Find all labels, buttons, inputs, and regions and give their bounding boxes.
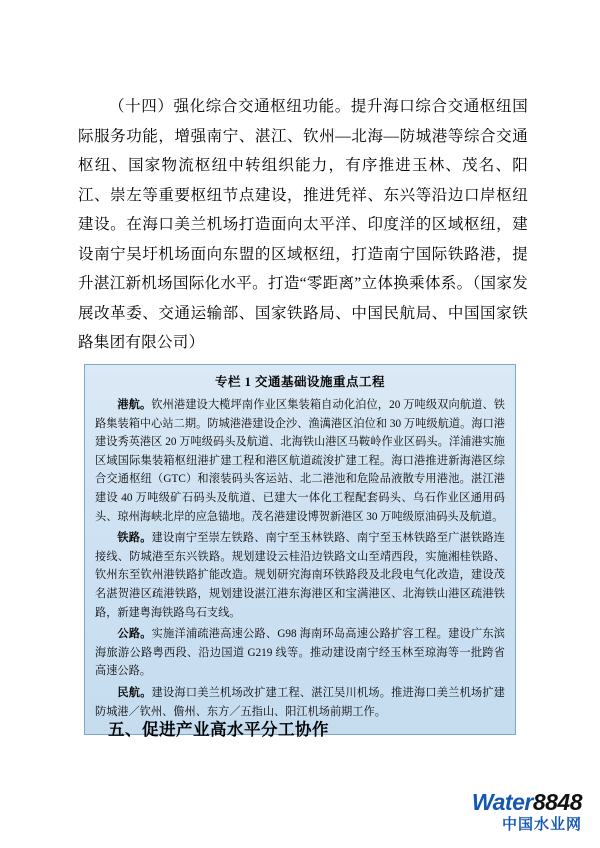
feature-box (84, 364, 516, 735)
watermark-brand (446, 790, 582, 815)
feature-box-body (85, 396, 515, 734)
box-item-label: 公路。 (117, 628, 152, 641)
box-item-label: 港航。 (117, 399, 152, 411)
box-item (95, 396, 505, 526)
box-item-text: 实施洋浦疏港高速公路、G98 海南环岛高速公路扩容工程。建设广东滨海旅游公路粤西段、沿边国道 G219 线等。推动建设南宁经玉林至琼海等一批跨省高速公路。 (95, 628, 505, 678)
paragraph-text: （十四）强化综合交通枢纽功能。提升海口综合交通枢纽国际服务功能，增强南宁、湛江、钦州—北海—防城港等综合交通枢纽、国家物流枢纽中转组织能力，有序推进玉林、茂名、阳江、崇左等重要枢纽节点建设，推进凭祥、东兴等沿边口岸枢纽建设。在海口美兰机场打造面向太平洋、印度洋的区域枢纽，建设南宁吴圩机场面向东盟的区域枢纽，打造南宁国际铁路港，提升湛江新机场国际化水平。打造“零距离”立体换乘体系。（国家发展改革委、交通运输部、国家铁路局、中国民航局、中国国家铁路集团有限公司） (78, 98, 528, 351)
box-item (95, 625, 505, 681)
box-item-text: 建设南宁至崇左铁路、南宁至玉林铁路、南宁至玉林铁路至广湛铁路连接线、防城港至东兴铁路。规划建设云桂沿边铁路文山至靖西段，实施湘桂铁路、钦州东至钦州港铁路扩能改造。规划研究海南环铁路段及北段电气化改造，建设茂名湛贺港区疏港铁路，规划建设湛江港东海港区和宝满港区、北海铁山港区疏港铁路，新建粤海铁路鸟石支线。 (95, 532, 505, 619)
box-item-text: 建设海口美兰机场改扩建工程、湛江吴川机场。推进海口美兰机场扩建防城港／钦州、儋州、东方／五指山、阳江机场前期工作。 (95, 686, 505, 718)
feature-box-title: 专栏 1 交通基础设施重点工程 (214, 375, 385, 389)
watermark-brand-primary: Water (471, 789, 533, 815)
section-heading: 五、促进产业高水平分工协作 (108, 721, 329, 739)
box-item-label: 铁路。 (117, 532, 152, 545)
box-item-text: 钦州港建设大榄坪南作业区集装箱自动化泊位，20 万吨级双向航道、铁路集装箱中心站二期。防城港港建设企沙、渔澫港区泊位和 30 万吨级航道。海口港建设秀英港区 20 万吨级码头及航道、北海铁山港区马鞍岭作业区码头。洋浦港实施区域国际集装箱枢纽港扩建工程和港区航道疏浚扩建工程。海口港推进新海港区综合交通枢纽（GTC）和滚装码头客运站、北二港池和危险品液散专用港池。湛江港建设 40 万吨级矿石码头及航道、已建大一体化工程配套码头、乌石作业区通用码头、琼州海峡北岸的应急锚地。茂名港建设博贺新港区 30 万吨级原油码头及航道。 (95, 399, 505, 523)
watermark (446, 790, 582, 834)
box-item-label: 民航。 (117, 686, 152, 699)
watermark-brand-number: 8848 (532, 789, 582, 815)
watermark-brand-chinese: 中国水业网 (501, 816, 582, 833)
box-item (95, 529, 505, 622)
body-paragraph (78, 92, 528, 358)
